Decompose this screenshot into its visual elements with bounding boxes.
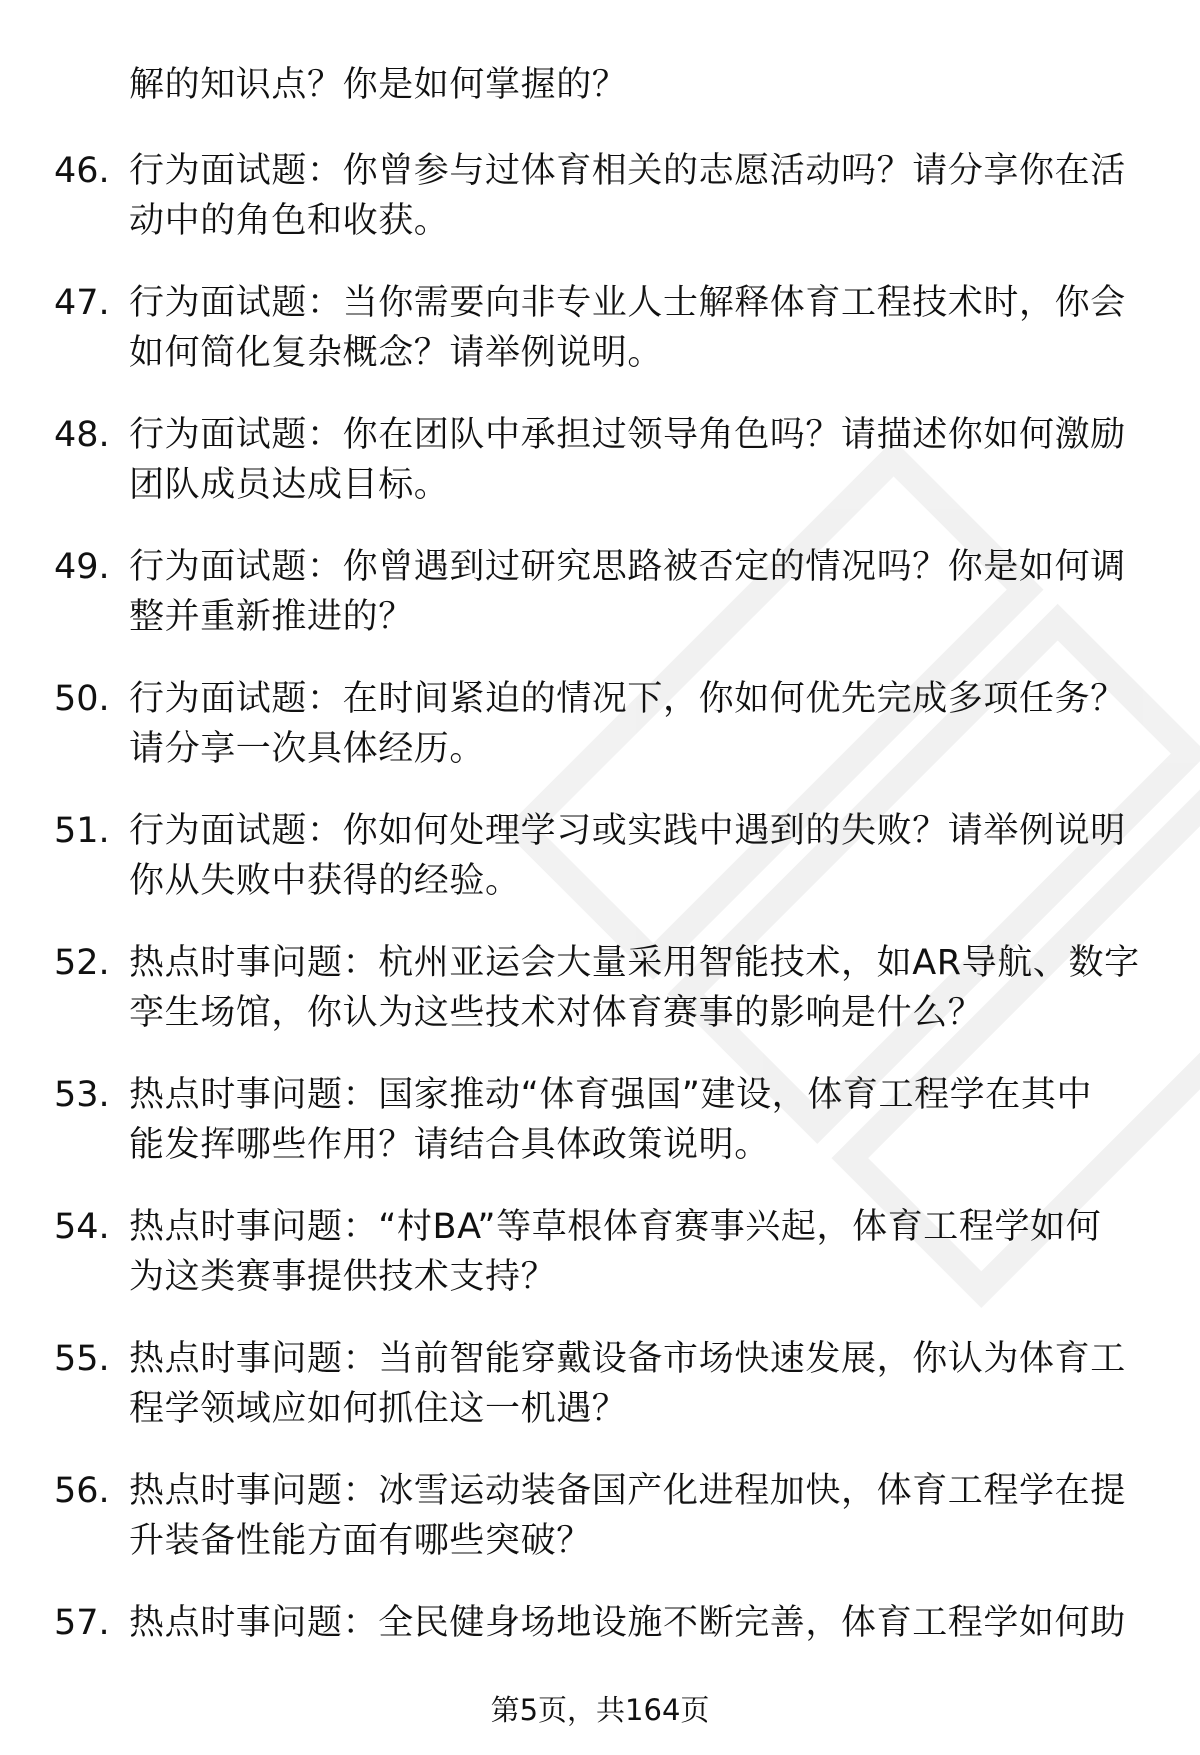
item-line: 升装备性能方面有哪些突破？ [129,1521,592,1561]
page-number: 第5页，共164页 [490,1693,710,1727]
item-line: 热点时事问题：杭州亚运会大量采用智能技术，如AR导航、数字 [129,943,1140,983]
item-line: 团队成员达成目标。 [129,465,450,505]
list-item [0,542,1200,642]
list-item [0,1466,1200,1566]
item-number: 48. [54,415,110,455]
list-item [0,1598,1200,1648]
item-line: 热点时事问题：全民健身场地设施不断完善，体育工程学如何助 [129,1603,1126,1643]
list-item [0,1334,1200,1434]
item-line: 行为面试题：在时间紧迫的情况下，你如何优先完成多项任务？ [129,679,1126,719]
item-line: 如何简化复杂概念？请举例说明。 [129,333,664,373]
item-number: 54. [54,1207,110,1247]
item-line: 热点时事问题：当前智能穿戴设备市场快速发展，你认为体育工 [129,1339,1126,1379]
item-number: 55. [54,1339,110,1379]
item-number: 57. [54,1603,110,1643]
item-number: 50. [54,679,110,719]
item-number: 51. [54,811,110,851]
list-item [0,938,1200,1038]
item-line: 你从失败中获得的经验。 [129,861,521,901]
item-line: 为这类赛事提供技术支持？ [129,1257,557,1297]
item-line: 请分享一次具体经历。 [129,729,486,769]
item-number: 49. [54,547,110,587]
item-line: 动中的角色和收获。 [129,201,450,241]
list-item [0,674,1200,774]
list-item [0,1070,1200,1170]
item-number: 47. [54,283,110,323]
question-list [0,60,1200,1680]
list-item [0,806,1200,906]
item-line: 行为面试题：你曾参与过体育相关的志愿活动吗？请分享你在活 [129,151,1126,191]
list-item [0,146,1200,246]
item-line: 热点时事问题：“村BA”等草根体育赛事兴起，体育工程学如何 [129,1207,1102,1247]
item-line: 程学领域应如何抓住这一机遇？ [129,1389,628,1429]
item-line: 行为面试题：你曾遇到过研究思路被否定的情况吗？你是如何调 [129,547,1126,587]
item-line: 整并重新推进的？ [129,597,414,637]
item-line: 行为面试题：你在团队中承担过领导角色吗？请描述你如何激励 [129,415,1126,455]
item-line: 行为面试题：你如何处理学习或实践中遇到的失败？请举例说明 [129,811,1126,851]
item-number: 46. [54,151,110,191]
list-item-continuation [0,60,1200,110]
item-number: 52. [54,943,110,983]
item-line: 能发挥哪些作用？请结合具体政策说明。 [129,1125,770,1165]
item-number: 56. [54,1471,110,1511]
item-line: 热点时事问题：冰雪运动装备国产化进程加快，体育工程学在提 [129,1471,1126,1511]
item-line: 孪生场馆，你认为这些技术对体育赛事的影响是什么？ [129,993,984,1033]
item-number: 53. [54,1075,110,1115]
list-item [0,1202,1200,1302]
list-item [0,278,1200,378]
item-line: 解的知识点？你是如何掌握的？ [129,65,628,105]
item-line: 行为面试题：当你需要向非专业人士解释体育工程技术时，你会 [129,283,1126,323]
item-line: 热点时事问题：国家推动“体育强国”建设，体育工程学在其中 [129,1075,1093,1115]
list-item [0,410,1200,510]
